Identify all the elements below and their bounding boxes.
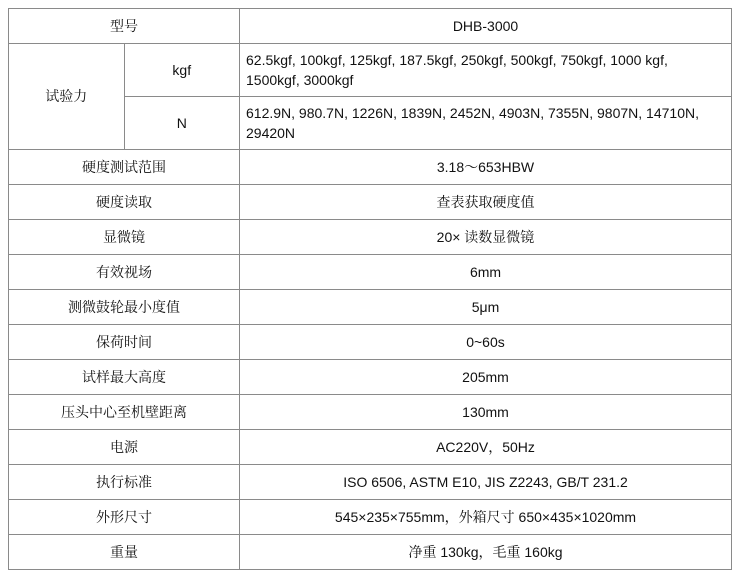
table-row xyxy=(9,535,732,570)
row-value: 130mm xyxy=(240,395,732,430)
row-label: 有效视场 xyxy=(9,255,240,290)
row-label: 执行标准 xyxy=(9,465,240,500)
row-value: DHB-3000 xyxy=(240,9,732,44)
row-label: 压头中心至机壁距离 xyxy=(9,395,240,430)
row-value: 205mm xyxy=(240,360,732,395)
row-value: 6mm xyxy=(240,255,732,290)
specification-table xyxy=(8,8,732,570)
table-row xyxy=(9,255,732,290)
row-value-kgf: 62.5kgf, 100kgf, 125kgf, 187.5kgf, 250kgf, 500kgf, 750kgf, 1000 kgf, 1500kgf, 3000kgf xyxy=(240,44,732,97)
table-row xyxy=(9,290,732,325)
row-sublabel-newton: N xyxy=(124,97,240,150)
table-row xyxy=(9,150,732,185)
row-label: 电源 xyxy=(9,430,240,465)
row-value: 3.18～653HBW xyxy=(240,150,732,185)
table-row xyxy=(9,325,732,360)
row-label: 外形尺寸 xyxy=(9,500,240,535)
row-value: 5μm xyxy=(240,290,732,325)
table-row xyxy=(9,430,732,465)
row-value: 查表获取硬度值 xyxy=(240,185,732,220)
table-row xyxy=(9,465,732,500)
row-value: 20× 读数显微镜 xyxy=(240,220,732,255)
table-row xyxy=(9,220,732,255)
table-row xyxy=(9,9,732,44)
row-label: 试样最大高度 xyxy=(9,360,240,395)
row-label: 硬度测试范围 xyxy=(9,150,240,185)
row-label: 型号 xyxy=(9,9,240,44)
row-label: 硬度读取 xyxy=(9,185,240,220)
row-value: 0~60s xyxy=(240,325,732,360)
row-label-test-force: 试验力 xyxy=(9,44,125,150)
table-row xyxy=(9,360,732,395)
row-value: ISO 6506, ASTM E10, JIS Z2243, GB/T 231.2 xyxy=(240,465,732,500)
row-label: 重量 xyxy=(9,535,240,570)
row-value: 545×235×755mm，外箱尺寸 650×435×1020mm xyxy=(240,500,732,535)
row-value: AC220V，50Hz xyxy=(240,430,732,465)
row-value-newton: 612.9N, 980.7N, 1226N, 1839N, 2452N, 4903N, 7355N, 9807N, 14710N, 29420N xyxy=(240,97,732,150)
table-row xyxy=(9,185,732,220)
row-sublabel-kgf: kgf xyxy=(124,44,240,97)
row-label: 显微镜 xyxy=(9,220,240,255)
table-row xyxy=(9,44,732,97)
table-row xyxy=(9,395,732,430)
row-label: 测微鼓轮最小度值 xyxy=(9,290,240,325)
row-label: 保荷时间 xyxy=(9,325,240,360)
table-row xyxy=(9,500,732,535)
row-value: 净重 130kg，毛重 160kg xyxy=(240,535,732,570)
